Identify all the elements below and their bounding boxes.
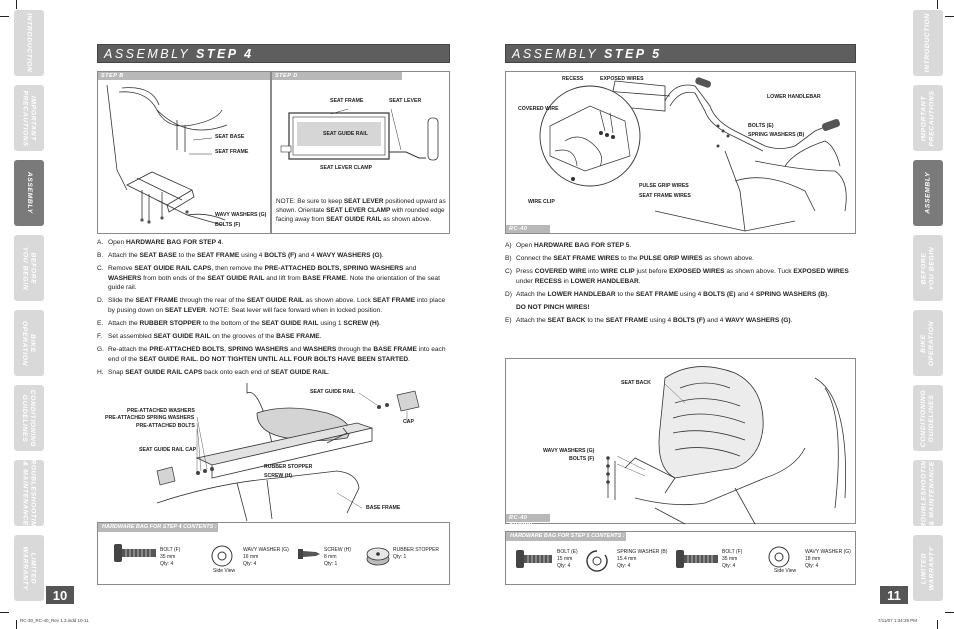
instruction-text: Re-attach the PRE-ATTACHED BOLTS, SPRING WASHERS and WASHERS through the BASE FRAME into each end of the SEAT GUIDE RAIL. DO NOT TIGHTEN UNTIL ALL FOUR BOLTS HAVE BEEN STARTED. bbox=[108, 346, 446, 363]
chapter-tab[interactable] bbox=[913, 385, 943, 451]
instruction-item bbox=[97, 332, 450, 342]
chapter-tab[interactable] bbox=[14, 535, 44, 601]
rc40-shown-label-bottom: RC-40 SHOWN bbox=[506, 514, 550, 522]
instruction-text: Attach the LOWER HANDLEBAR to the SEAT FRAME using 4 BOLTS (E) and 4 SPRING WASHERS (B). bbox=[516, 290, 830, 298]
label-seat-frame-wires: SEAT FRAME WIRES bbox=[639, 193, 691, 199]
chapter-tab[interactable] bbox=[913, 160, 943, 226]
instruction-key: D) bbox=[505, 290, 512, 298]
crop-mark bbox=[0, 612, 9, 613]
chapter-tab[interactable] bbox=[913, 10, 943, 76]
label-base-frame: BASE FRAME bbox=[366, 505, 401, 511]
chapter-tab-label: BIKE OPERATION bbox=[920, 320, 935, 366]
hw5-bolt-f-name: BOLT (F) bbox=[722, 549, 743, 555]
rc40-shown-label-top: RC-40 SHOWN bbox=[506, 225, 550, 233]
bolt-e-icon bbox=[516, 549, 554, 569]
hw4-wavy-size: 16 mm bbox=[243, 554, 259, 560]
step-d-label: STEP D bbox=[272, 72, 402, 80]
hw4-screw-qty: Qty: 1 bbox=[324, 561, 338, 567]
crop-mark bbox=[937, 0, 938, 9]
label-bolts-f: BOLTS (F) bbox=[215, 222, 241, 228]
instruction-item bbox=[97, 345, 450, 364]
instruction-text: Connect the SEAT FRAME WIRES to the PULSE GRIP WIRES as shown above. bbox=[516, 255, 754, 263]
instruction-text: Open HARDWARE BAG FOR STEP 4. bbox=[108, 239, 224, 246]
spring-washer-icon bbox=[586, 550, 608, 572]
crop-mark bbox=[945, 16, 954, 17]
chapter-tab-label: INTRODUCTION bbox=[25, 13, 33, 73]
instruction-text: Open HARDWARE BAG FOR STEP 5. bbox=[516, 242, 632, 249]
crop-mark bbox=[945, 612, 954, 613]
chapter-tab[interactable] bbox=[913, 535, 943, 601]
instruction-key: E) bbox=[505, 316, 512, 324]
chapter-tab-label: ASSEMBLY bbox=[25, 171, 33, 215]
chapter-tab-label: IMPORTANT PRECAUTIONS bbox=[22, 89, 37, 147]
label-step5-bolts-f: BOLTS (F) bbox=[569, 456, 595, 462]
label-d-seat-lever: SEAT LEVER bbox=[389, 98, 422, 104]
hw5-bolt-f-qty: Qty: 4 bbox=[722, 563, 736, 569]
instruction-text: Snap SEAT GUIDE RAIL CAPS back onto each end of SEAT GUIDE RAIL. bbox=[108, 368, 330, 376]
hw4-bolt-f-size: 35 mm bbox=[160, 554, 176, 560]
page-number-right: 11 bbox=[880, 586, 908, 604]
hw5-spring-size: 15.4 mm bbox=[617, 556, 637, 562]
label-seat-base: SEAT BASE bbox=[215, 134, 245, 140]
chapter-tab[interactable] bbox=[913, 235, 943, 301]
hw5-side-view: Side View bbox=[774, 568, 797, 574]
label-pre-attached-washers: PRE-ATTACHED WASHERS bbox=[127, 408, 195, 414]
screw-h-icon bbox=[298, 548, 320, 560]
label-wavy-washers: WAVY WASHERS (G) bbox=[215, 212, 267, 218]
rubber-stopper-icon bbox=[366, 545, 390, 567]
instruction-item bbox=[97, 368, 450, 378]
hw4-stopper-qty: Qty: 1 bbox=[393, 554, 407, 560]
instruction-item bbox=[97, 296, 450, 315]
chapter-tab[interactable] bbox=[14, 310, 44, 376]
label-recess: RECESS bbox=[562, 76, 584, 82]
instruction-text: Attach the SEAT BACK to the SEAT FRAME using 4 BOLTS (F) and 4 WAVY WASHERS (G). bbox=[516, 316, 793, 324]
step4-instructions bbox=[97, 238, 450, 381]
wavy-washer-icon bbox=[768, 546, 790, 568]
crop-mark bbox=[937, 620, 938, 629]
chapter-tab-label: ASSEMBLY bbox=[924, 171, 932, 215]
crop-mark bbox=[16, 620, 17, 629]
label-covered-wire: COVERED WIRE bbox=[518, 106, 559, 112]
instruction-item bbox=[97, 319, 450, 329]
label-step5-wavy-washers: WAVY WASHERS (G) bbox=[543, 448, 595, 454]
hw4-wavy-name: WAVY WASHER (G) bbox=[243, 547, 289, 553]
hw4-bolt-f-name: BOLT (F) bbox=[160, 547, 181, 553]
seat-base-illustration bbox=[97, 80, 271, 234]
instruction-key: B) bbox=[505, 255, 512, 263]
hw5-wavy-name: WAVY WASHER (G) bbox=[805, 549, 851, 555]
chapter-tab[interactable] bbox=[14, 453, 44, 533]
instruction-key: H. bbox=[97, 368, 104, 376]
instruction-key: C) bbox=[505, 268, 512, 276]
instruction-text: DO NOT PINCH WIRES! bbox=[516, 303, 590, 311]
instruction-key bbox=[505, 303, 516, 313]
label-exposed-wires: EXPOSED WIRES bbox=[600, 76, 644, 82]
footer-timestamp: 7/11/07 1:34:29 PM bbox=[878, 618, 917, 623]
step-b-label: STEP B bbox=[98, 72, 270, 80]
hw5-wavy-qty: Qty: 4 bbox=[805, 563, 819, 569]
instruction-item bbox=[97, 238, 450, 248]
label-spring-washers-b: SPRING WASHERS (B) bbox=[748, 132, 805, 138]
label-bolts-e: BOLTS (E) bbox=[748, 123, 774, 129]
label-lower-handlebar: LOWER HANDLEBAR bbox=[767, 94, 821, 100]
chapter-tab[interactable] bbox=[913, 85, 943, 151]
instruction-item bbox=[505, 254, 856, 264]
instruction-key: A) bbox=[505, 242, 512, 249]
hw4-screw-size: 8 mm bbox=[324, 554, 337, 560]
hardware-step4-title: HARDWARE BAG FOR STEP 4 CONTENTS : bbox=[98, 523, 218, 532]
hw4-bolt-f-qty: Qty: 4 bbox=[160, 561, 174, 567]
instruction-item bbox=[505, 316, 856, 326]
hw4-wavy-qty: Qty: 4 bbox=[243, 561, 257, 567]
hw5-bolt-e-size: 15 mm bbox=[557, 556, 573, 562]
instruction-key: C. bbox=[97, 265, 104, 273]
chapter-tab-label: CONDITIONING GUIDELINES bbox=[920, 389, 936, 447]
hardware-step5-title: HARDWARE BAG FOR STEP 5 CONTENTS : bbox=[506, 532, 626, 541]
instruction-text: Attach the SEAT BASE to the SEAT FRAME using 4 BOLTS (F) and 4 WAVY WASHERS (G). bbox=[108, 252, 384, 260]
hw4-stopper-name: RUBBER STOPPER bbox=[393, 547, 440, 553]
hw4-side-view: Side View bbox=[213, 568, 236, 574]
step5-header: ASSEMBLY STEP 5 bbox=[505, 44, 856, 63]
instruction-key: B. bbox=[97, 252, 104, 260]
instruction-text: Press COVERED WIRE into WIRE CLIP just before EXPOSED WIRES as shown above. Tuck EXPOSED WIRES under RECESS in LOWER HANDLEBAR. bbox=[516, 268, 849, 285]
chapter-tab-label: TROUBLESHOOTING & MAINTENANCE bbox=[22, 453, 37, 533]
chapter-tab-label: BEFORE YOU BEGIN bbox=[22, 246, 37, 290]
instruction-key: A. bbox=[97, 239, 104, 246]
instruction-item bbox=[505, 241, 856, 251]
hw5-spring-name: SPRING WASHER (B) bbox=[617, 549, 668, 555]
crop-mark bbox=[16, 0, 17, 9]
label-wire-clip: WIRE CLIP bbox=[528, 199, 555, 205]
step5-instructions bbox=[505, 241, 856, 329]
chapter-tab-label: LIMITED WARRANTY bbox=[22, 545, 37, 591]
chapter-tab-label: LIMITED WARRANTY bbox=[920, 545, 936, 591]
chapter-tab-label: INTRODUCTION bbox=[924, 13, 932, 73]
instruction-text: Attach the RUBBER STOPPER to the bottom of the SEAT GUIDE RAIL using 1 SCREW (H). bbox=[108, 319, 381, 327]
step4-header: ASSEMBLY STEP 4 bbox=[97, 44, 450, 63]
chapter-tab[interactable] bbox=[913, 453, 943, 533]
bolt-f-icon bbox=[114, 542, 158, 564]
chapter-tab[interactable] bbox=[14, 235, 44, 301]
chapter-tab[interactable] bbox=[14, 10, 44, 76]
label-d-seat-frame: SEAT FRAME bbox=[330, 98, 364, 104]
bolt-f-icon bbox=[676, 549, 720, 569]
crop-mark bbox=[0, 16, 9, 17]
chapter-tab-label: BEFORE YOU BEGIN bbox=[920, 246, 936, 290]
instruction-item bbox=[505, 290, 856, 300]
label-pre-attached-spring-washers: PRE-ATTACHED SPRING WASHERS bbox=[105, 415, 195, 421]
label-screw-h: SCREW (H) bbox=[264, 473, 292, 479]
label-cap: CAP bbox=[403, 419, 414, 425]
wavy-washer-icon bbox=[211, 545, 233, 567]
label-d-seat-lever-clamp: SEAT LEVER CLAMP bbox=[320, 165, 373, 171]
instruction-item bbox=[505, 303, 856, 313]
instruction-key: D. bbox=[97, 297, 104, 305]
chapter-tab[interactable] bbox=[14, 85, 44, 151]
label-seat-guide-rail-cap: SEAT GUIDE RAIL CAP bbox=[139, 447, 197, 453]
instruction-text: Set assembled SEAT GUIDE RAIL on the grooves of the BASE FRAME. bbox=[108, 332, 322, 340]
seat-back-illustration bbox=[505, 358, 856, 524]
instruction-key: E. bbox=[97, 319, 104, 327]
chapter-tab-label: TROUBLESHOOTING & MAINTENANCE bbox=[920, 453, 936, 533]
label-d-seat-guide-rail: SEAT GUIDE RAIL bbox=[323, 131, 368, 137]
chapter-tab[interactable] bbox=[14, 385, 44, 451]
instruction-text: Slide the SEAT FRAME through the rear of the SEAT GUIDE RAIL as shown above. Lock SEAT FRAME into place by pusing down on SEAT LEVER. NOTE: Seat lever will face forward when in locked position. bbox=[108, 297, 446, 314]
hardware-bag-step4 bbox=[97, 522, 450, 585]
chapter-tab[interactable] bbox=[913, 310, 943, 376]
label-seat-frame: SEAT FRAME bbox=[215, 149, 249, 155]
hw4-screw-name: SCREW (H) bbox=[324, 547, 351, 553]
instruction-item bbox=[97, 251, 450, 261]
page-number-left: 10 bbox=[46, 586, 74, 604]
label-rubber-stopper: RUBBER STOPPER bbox=[264, 464, 313, 470]
step-d-note: NOTE: Be sure to keep SEAT LEVER positioned upward as shown. Orientate SEAT LEVER CLAMP with rounded edge facing away from SEAT GUIDE RAIL as shown above. bbox=[276, 198, 446, 224]
instruction-item bbox=[505, 267, 856, 286]
instruction-key: F. bbox=[97, 332, 103, 340]
label-main-seat-guide-rail: SEAT GUIDE RAIL bbox=[310, 389, 355, 395]
label-pulse-grip-wires: PULSE GRIP WIRES bbox=[639, 183, 689, 189]
hw5-wavy-size: 18 mm bbox=[805, 556, 821, 562]
instruction-text: Remove SEAT GUIDE RAIL CAPS, then remove the PRE-ATTACHED BOLTS, SPRING WASHERS and WASHERS from both ends of the SEAT GUIDE RAIL and lift from BASE FRAME. Note the orientation of the seat guide rail. bbox=[108, 265, 440, 292]
hardware-bag-step5 bbox=[505, 531, 856, 585]
chapter-tab[interactable] bbox=[14, 160, 44, 226]
hw5-bolt-f-size: 35 mm bbox=[722, 556, 738, 562]
chapter-tab-label: CONDITIONING GUIDELINES bbox=[22, 389, 37, 447]
instruction-item bbox=[97, 264, 450, 293]
footer-file-info: RC-30_RC-40_Rev 1.3.indd 10-11 bbox=[20, 618, 89, 623]
hw5-spring-qty: Qty: 4 bbox=[617, 563, 631, 569]
chapter-tab-label: BIKE OPERATION bbox=[22, 320, 37, 366]
hw5-bolt-e-name: BOLT (E) bbox=[557, 549, 578, 555]
label-seat-back: SEAT BACK bbox=[621, 380, 651, 386]
label-pre-attached-bolts: PRE-ATTACHED BOLTS bbox=[136, 423, 195, 429]
hw5-bolt-e-qty: Qty: 4 bbox=[557, 563, 571, 569]
instruction-key: G. bbox=[97, 346, 104, 354]
chapter-tab-label: IMPORTANT PRECAUTIONS bbox=[920, 89, 936, 147]
